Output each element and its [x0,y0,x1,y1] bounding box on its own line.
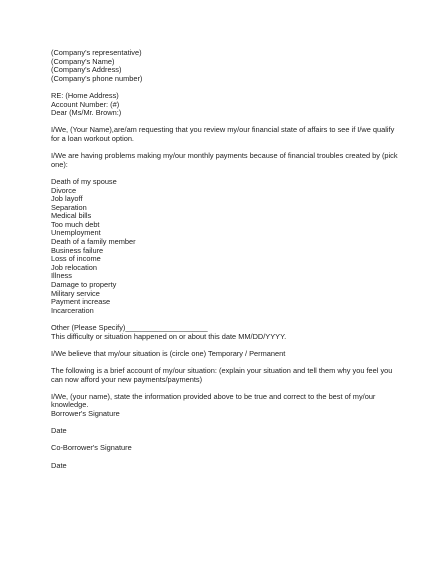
salutation: Dear (Ms/Mr. Brown:) [51,108,122,118]
reason-item: Medical bills [51,211,92,221]
situation-type: I/We believe that my/our situation is (circle one) Temporary / Permanent [51,348,286,358]
spacer [51,419,401,428]
company-phone: (Company's phone number) [51,73,143,83]
letter-body [51,49,401,470]
date-label: Date [51,426,67,436]
reason-item: Job layoff [51,194,83,204]
company-address: (Company's Address) [51,65,122,75]
other-specify: Other (Please Specify)____________________ [51,323,208,332]
reason-item: Military service [51,288,100,298]
reason-item: Divorce [51,185,77,195]
reason-list [51,178,401,316]
reason-item: Payment increase [51,297,111,307]
borrower-signature: Borrower's Signature [51,408,120,418]
spacer [51,453,401,462]
reason-item: Too much debt [51,219,100,229]
account-number: Account Number: (#) [51,99,120,109]
re-line: RE: (Home Address) [51,90,119,100]
coborrower-signature: Co-Borrower's Signature [51,443,132,453]
reason-item: Business failure [51,245,104,255]
difficulty-date: This difficulty or situation happened on or about this date MM/DD/YYYY. [51,331,287,341]
reason-item: Damage to property [51,280,117,290]
certification-paragraph: I/We, (your name), state the information provided above to be true and correct to the best of my/our knowledge. [51,391,376,410]
reason-item: Unemployment [51,228,101,238]
reason-item: Death of a family member [51,237,136,247]
reason-item: Death of my spouse [51,176,117,186]
account-paragraph: The following is a brief account of my/our situation: (explain your situation and tell them why you feel you can now afford your new payments/payments) [51,365,393,384]
reason-item: Illness [51,271,72,281]
company-name: (Company's Name) [51,56,115,66]
intro-paragraph: I/We, (Your Name),are/am requesting that you review my/our financial state of affairs to see if I/we qualify for a loan workout option. [51,125,395,143]
reason-item: Job relocation [51,262,98,272]
date-label: Date [51,460,67,470]
reason-item: Loss of income [51,254,101,264]
reason-item: Separation [51,202,87,212]
problems-paragraph: I/We are having problems making my/our monthly payments because of financial troubles created by (pick one): [51,151,398,169]
company-representative: (Company's representative) [51,48,142,57]
reason-item: Incarceration [51,305,94,315]
